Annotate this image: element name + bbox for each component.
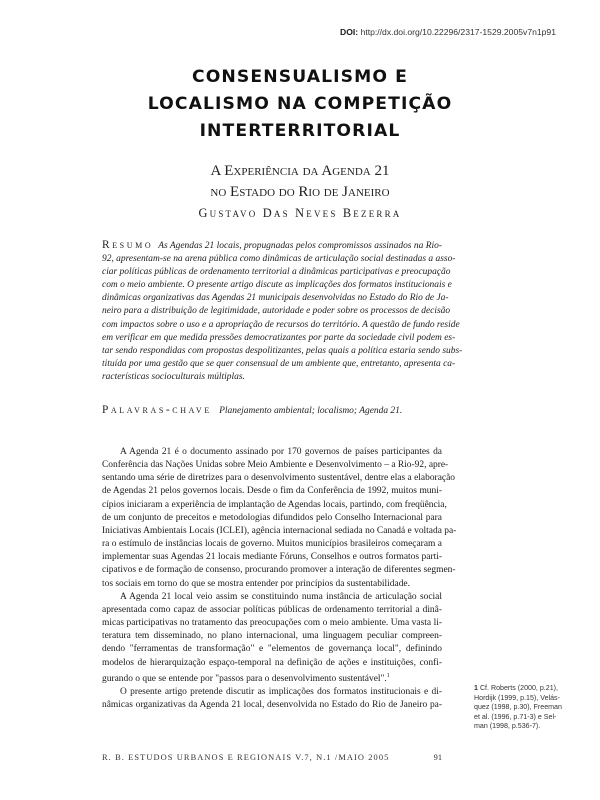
abstract-line: 92, apresentam-se na arena pública como dinâmicas de articulação social destinadas a asso- (102, 254, 456, 265)
body-line: apresentada como capaz de associar políticas públicas de ordenamento territorial a dinâ- (102, 604, 442, 615)
body-line: de um conjunto de preceitos e metodologias difundidos pelo Conselho Internacional para (102, 512, 442, 523)
abstract-line: tituída por uma gestão que se quer consensual de um ambiente que, entretanto, apresenta ca- (102, 358, 456, 369)
body-line: A Agenda 21 é o documento assinado por 170 governos de países participantes da (120, 447, 442, 457)
keywords (102, 404, 502, 416)
abstract (102, 239, 463, 384)
doi-url[interactable]: http://dx.doi.org/10.22296/2317-1529.2005v7n1p91 (360, 27, 556, 37)
body-line: cipativos e de formação de consenso, procurando promover a interação de diferentes segmen- (102, 565, 456, 576)
journal-citation: R. B. ESTUDOS URBANOS E REGIONAIS V.7, N.1 /MAIO 2005 (102, 753, 390, 762)
abstract-line: neiro para a distribuição de legitimidade, autoridade e poder sobre os processos de decisão (102, 306, 451, 317)
abstract-text: As Agendas 21 locais, propugnadas pelos compromissos assinados na Rio- (158, 241, 442, 251)
body-line: dendo "ferramentas de transformação" e "elementos de governança local", definindo (102, 644, 442, 655)
footnote-number: 1 (474, 684, 478, 692)
body-line: modelos de hierarquização espaço-temporal na definição de ações e instituições, confi- (102, 657, 442, 668)
body-line: sentando uma série de diretrizes para o desenvolvimento sustentável, dentre elas a elaboração (102, 473, 455, 484)
abstract-line: racterísticas socioculturais múltiplas. (102, 371, 245, 382)
body-text (102, 446, 457, 712)
article-title (100, 64, 500, 145)
abstract-line: em verificar em que medida pressões democratizantes por parte da sociedade civil podem es- (102, 332, 456, 343)
footnote (474, 684, 574, 732)
body-line: implementar suas Agendas 21 locais mediante Fóruns, Conselhos e outros formatos parti- (102, 552, 442, 563)
body-line: A Agenda 21 local veio assim se constituindo numa instância de articulação social (120, 591, 442, 602)
body-line: Conferência das Nações Unidas sobre Meio Ambiente e Desenvolvimento – a Rio-92, apre- (102, 460, 449, 471)
doi-label: DOI: (340, 27, 359, 37)
title-line: CONSENSUALISMO E (192, 67, 408, 87)
doi-line (340, 27, 556, 37)
abstract-line: com o meio ambiente. O presente artigo discute as implicações dos formatos institucionais e (102, 280, 452, 291)
footnote-line: Hordijk (1999, p.15), Velás- (474, 693, 560, 702)
body-line (102, 670, 442, 686)
footnote-line (474, 684, 574, 694)
body-line: ra o estímulo de instâncias locais de governo. Muitos municípios brasileiros começaram a (102, 539, 442, 550)
author-name: Gustavo Das Neves Bezerra (198, 206, 402, 220)
abstract-label: Resumo (102, 239, 154, 251)
body-line: Iniciativas Ambientais Locais (ICLEI), agência internacional sediada no Canadá e voltada pa- (102, 525, 457, 536)
abstract-line: dinâmicas organizativas das Agendas 21 municipais desenvolvidas no Estado do Rio de Ja- (102, 293, 449, 304)
footnote-ref[interactable]: 1 (386, 672, 390, 679)
abstract-line: com impactos sobre o uso e a apropriação de recursos do território. A questão de fundo reside (102, 319, 460, 330)
abstract-line: tar sendo respondidas com propostas despolitizantes, pelas quais a política estaria sendo subs- (102, 345, 463, 356)
body-line: nâmicas organizativas da Agenda 21 local, desenvolvida no Estado do Rio de Janeiro pa- (102, 700, 442, 711)
body-line: de Agendas 21 pelos governos locais. Desde o fim da Conferência de 1992, muitos muni- (102, 486, 442, 497)
footnote-text: Cf. Roberts (2000, p.21), (479, 684, 559, 692)
page-number: 91 (433, 753, 442, 762)
body-line: tos sociais em torno do que se mostra entender por princípios da sustentabilidade. (102, 578, 410, 589)
subtitle-line: no Estado do Rio de Janeiro (210, 184, 390, 200)
body-line: cípios iniciaram a experiência de implantação de Agendas locais, partindo, com freqüência, (102, 499, 447, 510)
title-line: LOCALISMO NA COMPETIÇÃO (147, 94, 453, 114)
keywords-text: Planejamento ambiental; localismo; Agenda 21. (219, 406, 403, 416)
abstract-line (102, 239, 442, 253)
subtitle-line: A Experiência da Agenda 21 (210, 163, 390, 179)
footnote-line: et al. (1996, p.71-3) e Sel- (474, 712, 557, 721)
footnote-line: man (1998, p.536-7). (474, 722, 541, 731)
body-line: teratura tem disseminado, no plano internacional, uma linguagem peculiar compreen- (102, 631, 442, 642)
body-line: micas participativas no tratamento das preocupações com o meio ambiente. Uma vasta li- (102, 618, 442, 629)
body-text-segment: gurando o que se entende por "passos para o desenvolvimento sustentável". (102, 673, 387, 684)
page-footer (102, 753, 442, 762)
footnote-line: quez (1998, p.30), Freeman (474, 703, 562, 712)
abstract-line: ciar políticas públicas de ordenamento territorial a dinâmicas participativas e preocupação (102, 267, 451, 278)
article-subtitle (100, 161, 500, 203)
body-line: O presente artigo pretende discutir as implicações dos formatos institucionais e di- (120, 686, 442, 697)
title-line: INTERTERRITORIAL (199, 121, 401, 141)
keywords-label: Palavras-chave (102, 404, 212, 416)
